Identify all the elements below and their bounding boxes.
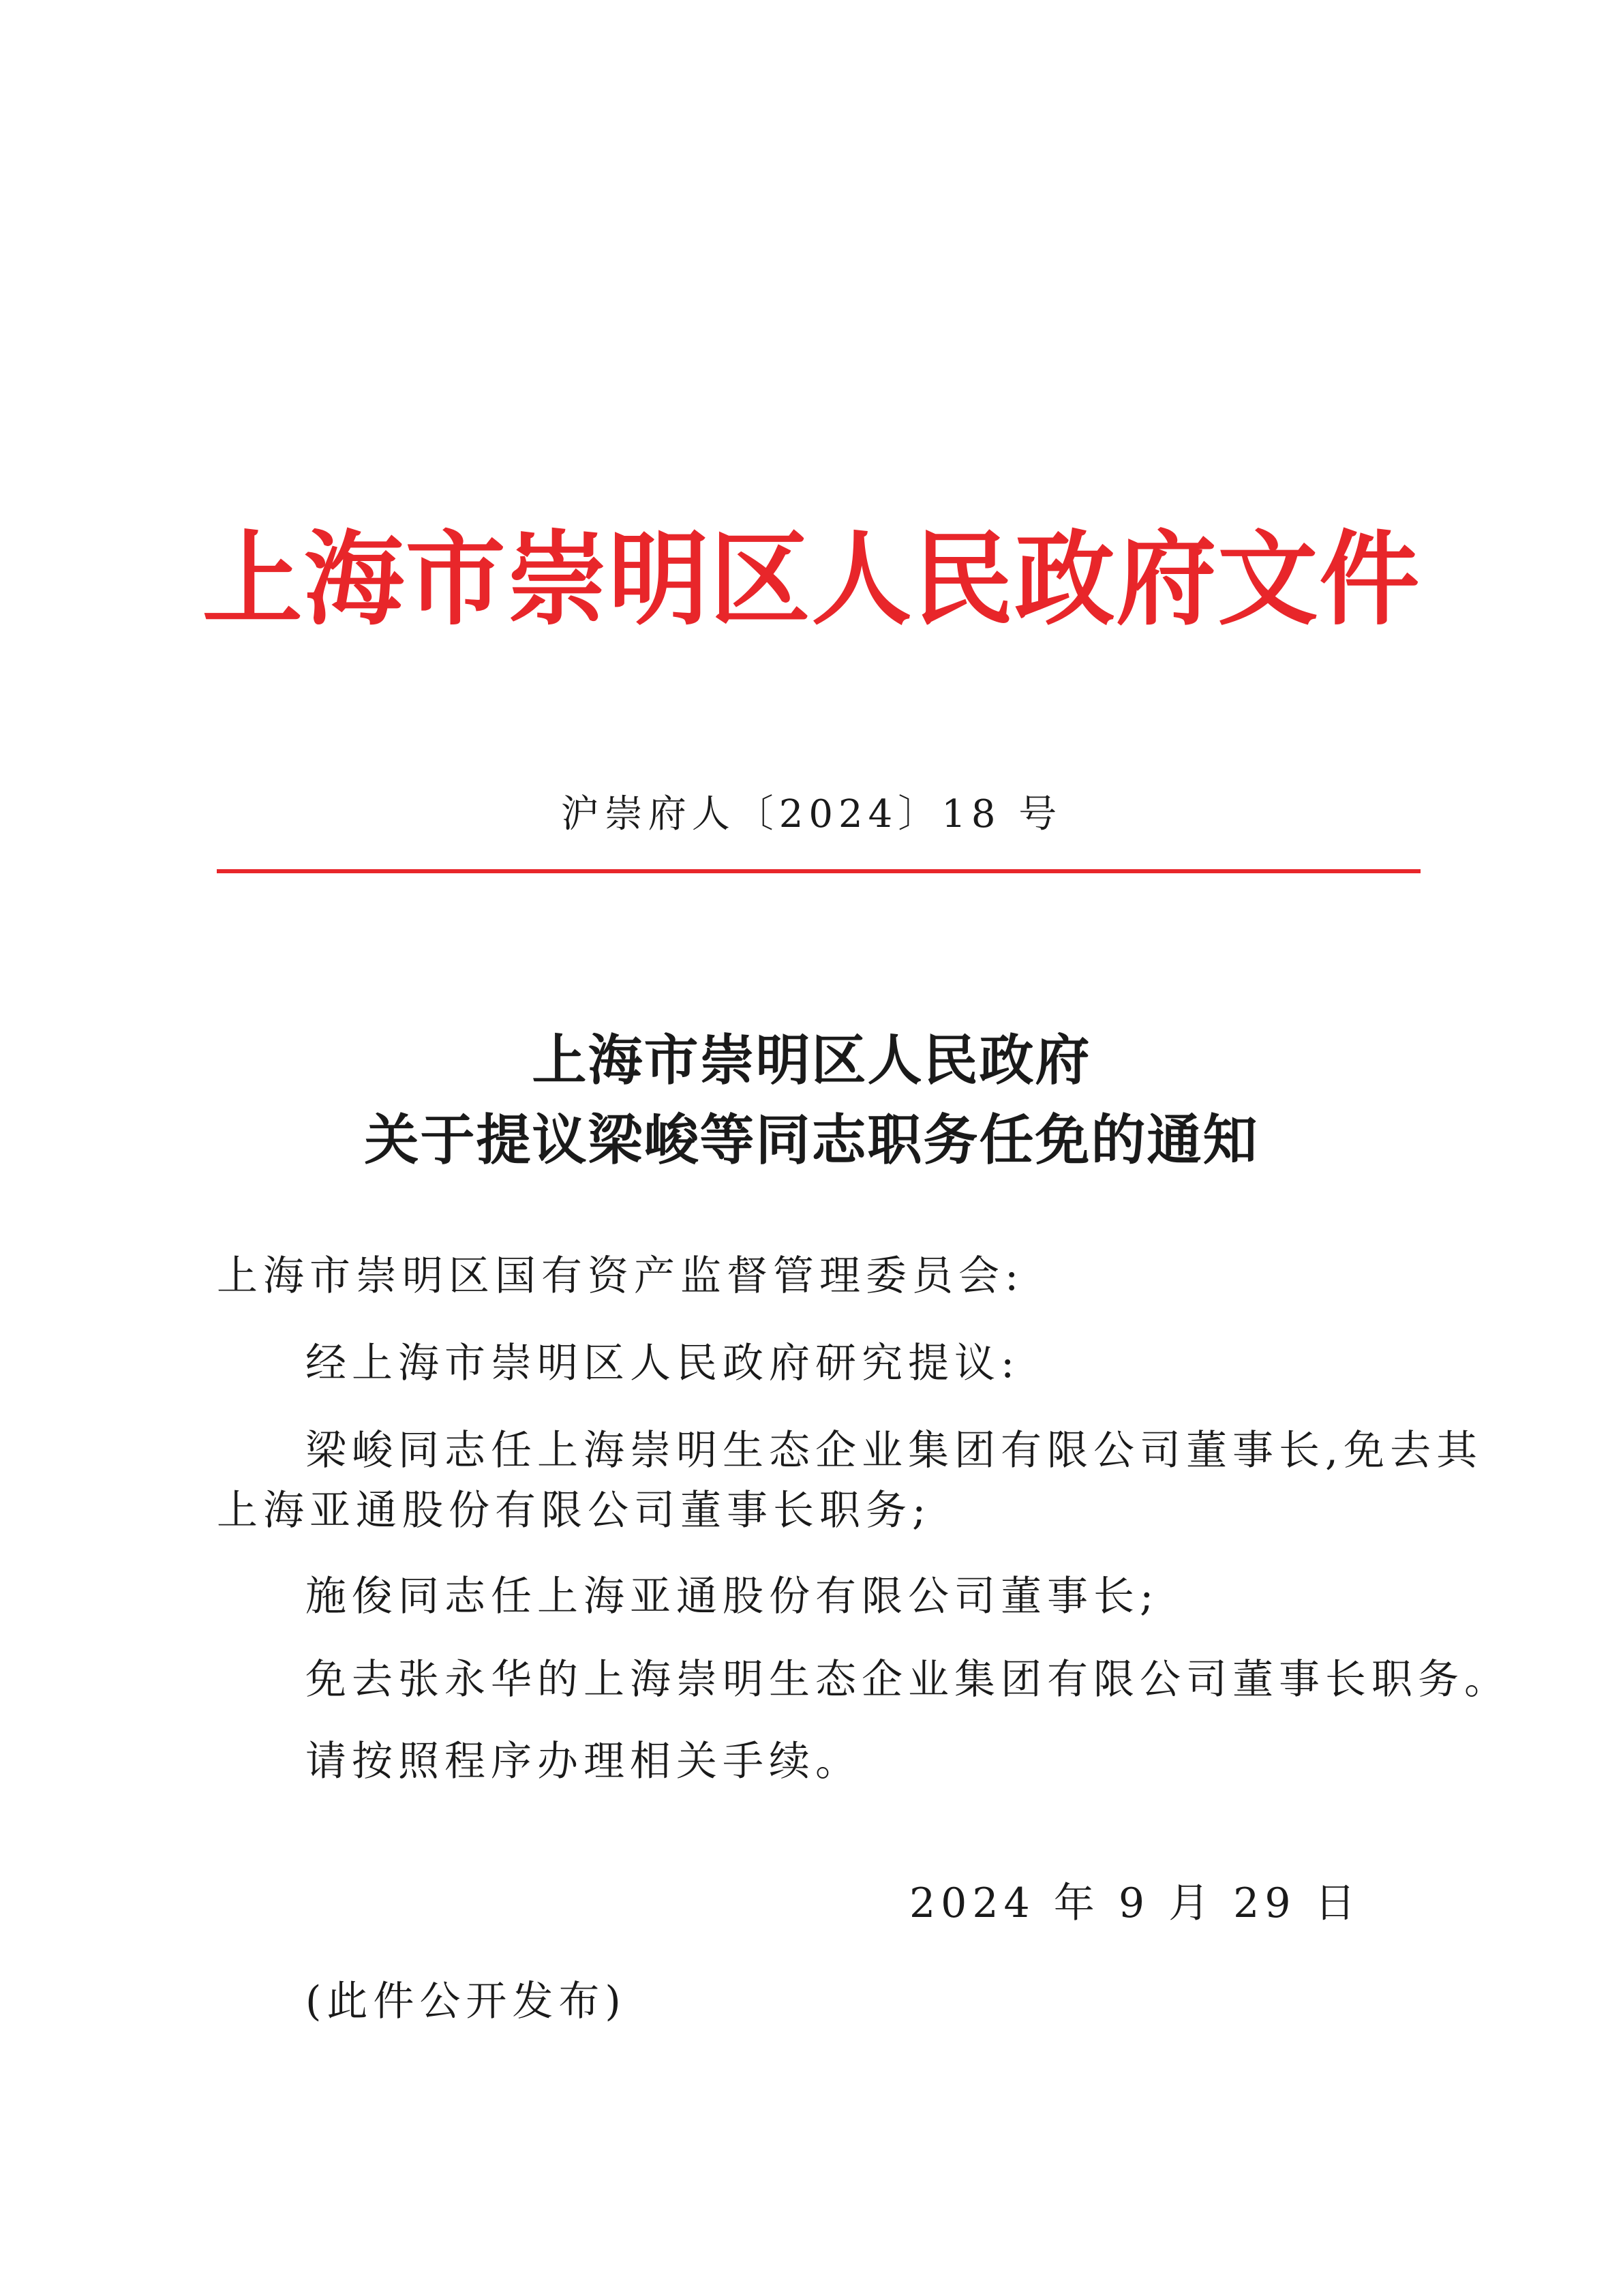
notice-title-line-2: 关于提议梁峻等同志职务任免的通知: [364, 1108, 1259, 1172]
disclosure-note: (此件公开发布): [305, 1978, 626, 2025]
red-divider-line: [217, 869, 1421, 873]
masthead-title: 上海市崇明区人民政府文件: [202, 519, 1421, 639]
notice-title-line-1: 上海市崇明区人民政府: [532, 1028, 1091, 1092]
body-paragraph: 免去张永华的上海崇明生态企业集团有限公司董事长职务。: [305, 1656, 1511, 1704]
body-paragraph: 经上海市崇明区人民政府研究提议:: [305, 1340, 1020, 1387]
body-paragraph: 请按照程序办理相关手续。: [305, 1738, 862, 1785]
body-paragraph: 施俊同志任上海亚通股份有限公司董事长;: [305, 1573, 1159, 1620]
document-number: 沪崇府人〔2024〕18 号: [560, 792, 1063, 836]
body-paragraph: 梁峻同志任上海崇明生态企业集团有限公司董事长,免去其: [305, 1427, 1483, 1475]
body-paragraph-continuation: 上海亚通股份有限公司董事长职务;: [217, 1487, 932, 1535]
issue-date: 2024 年 9 月 29 日: [909, 1879, 1361, 1927]
addressee: 上海市崇明区国有资产监督管理委员会:: [217, 1252, 1025, 1300]
